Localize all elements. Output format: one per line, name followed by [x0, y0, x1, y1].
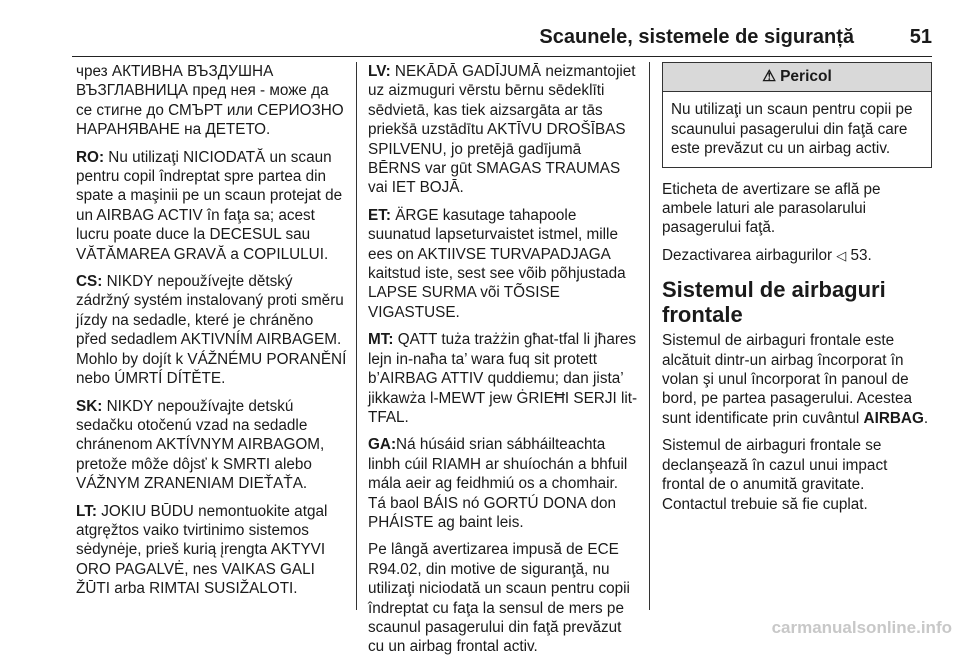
- lang-code-ro: RO:: [76, 148, 105, 166]
- page-number: 51: [909, 26, 932, 48]
- watermark: carmanualsonline.info: [771, 618, 952, 637]
- page-title: Scaunele, sistemele de siguranță: [539, 26, 854, 48]
- paragraph-label-location: Eticheta de avertizare se află pe ambele laturi ale parasolarului pasagerului faţă.: [662, 180, 881, 237]
- paragraph-ga: GA:Ná húsáid srian sábháilteachta linbh cúil RIAMH ar shuíochán a bhfuil mála aeir ag feidhmiú os a chomhair. Tá baol BÁIS nó GORTÚ DONA don PHÁISTE ag baint leis.: [368, 436, 628, 531]
- warning-title: Pericol: [780, 68, 832, 85]
- lang-code-sk: SK:: [76, 397, 103, 415]
- paragraph-et: ET: ÄRGE kasutage tahapoole suunatud lapseturvaistet istmel, mille ees on AKTIIVSE TURVAPADJAGA kaitstud iste, sest see võib põhjustada LAPSE SURMA või TÕSISE VIGASTUSE.: [368, 206, 626, 321]
- danger-warning-box: [662, 62, 932, 168]
- warning-triangle-icon: ⚠: [762, 68, 777, 85]
- column-2: [368, 62, 638, 665]
- paragraph-ece: Pe lângă avertizarea impusă de ECE R94.02, din motive de siguranţă, nu utilizaţi niciodată un scaun pentru copii îndreptat cu faţa la sensul de mers pe scaunul pasagerului din faţă prevăzut cu un airbag frontal activ.: [368, 541, 630, 656]
- column-3: [662, 62, 932, 522]
- column-divider-2: [649, 62, 650, 610]
- paragraph-deactivation-ref: Dezactivarea airbagurilor ◁ 53.: [662, 246, 872, 264]
- lang-code-ga: GA:: [368, 436, 397, 454]
- paragraph-lt: LT: JOKIU BŪDU nemontuokite atgal atgręžtos vaiko tvirtinimo sistemos sėdynėje, prieš kurią įrengta AKTYVI ORO PAGALVĖ, nes VAIKAS GALI ŽŪTI arba RIMTAI SUSIŽALOTI.: [76, 502, 328, 598]
- lang-code-et: ET:: [368, 206, 391, 224]
- paragraph-airbag-deployment: Sistemul de airbaguri frontale se declanşează în cazul unui impact frontal de o anumită gravitate. Contactul trebuie să fie cuplat.: [662, 437, 888, 513]
- lang-code-lt: LT:: [76, 502, 97, 520]
- warning-text: Nu utilizaţi un scaun pentru copii pe scaunului pasagerului din faţă care este prevăzut cu un airbag activ.: [671, 101, 913, 158]
- page-header: [0, 0, 960, 56]
- warning-header: [663, 63, 931, 92]
- paragraph-lv: LV: NEKĀDĀ GADĪJUMĀ neizmantojiet uz aizmuguri vērstu bērnu sēdeklīti sēdvietā, kas tiek aizsargāta ar tās priekšā uzstādītu AKTĪVU DROŠĪBAS SPILVENU, jo pretējā gadījumā BĒRNS var gūt SMAGAS TRAUMAS vai IET BOJĀ.: [368, 63, 636, 197]
- lang-code-mt: MT:: [368, 331, 394, 349]
- column-divider-1: [356, 62, 357, 610]
- column-1: [76, 62, 348, 607]
- page-reference[interactable]: 53.: [846, 246, 872, 264]
- paragraph-cs: CS: NIKDY nepoužívejte dětský zádržný systém instalovaný proti směru jízdy na sedadle, které je chráněno před sedadlem AKTIVNÍM AIRBAGEM. Mohlo by dojít k VÁŽNÉMU PORANĚNÍ nebo ÚMRTÍ DÍTĚTE.: [76, 273, 347, 388]
- lang-code-lv: LV:: [368, 63, 391, 80]
- paragraph-airbag-description: Sistemul de airbaguri frontale este alcătuit dintr-un airbag încorporat în volan şi unul încorporat în panoul de bord, pe partea pasagerului. Acestea sunt identificate prin cuvântul AIRBAG.: [662, 332, 929, 427]
- header-divider: [72, 56, 932, 57]
- airbag-label: AIRBAG: [863, 409, 924, 427]
- lang-code-cs: CS:: [76, 273, 103, 291]
- paragraph-sk: SK: NIKDY nepoužívajte detskú sedačku otočenú vzad na sedadle chránenom AKTÍVNYM AIRBAGOM, pretože môže dôjsť k SMRTI alebo VÁŽNYM ZRANENIAM DIEŤAŤA.: [76, 397, 325, 493]
- paragraph-bg: чрез АКТИВНА ВЪЗДУШНА ВЪЗГЛАВНИЦА пред нея - може да се стигне до СМЪРТ или СЕРИОЗНО НАРАНЯВАНЕ на ДЕТЕТО.: [76, 63, 344, 139]
- paragraph-ro: RO: Nu utilizaţi NICIODATĂ un scaun pentru copil îndreptat spre partea din spate a maşinii pe un scaun protejat de un AIRBAG ACTIV în faţa sa; acest lucru poate duce la DECESUL sau VĂTĂMAREA GRAVĂ a COPILULUI.: [76, 148, 343, 263]
- section-heading: Sistemul de airbaguri frontale: [662, 277, 886, 328]
- page-reference-icon: ◁: [836, 247, 847, 263]
- paragraph-mt: MT: QATT tuża trażżin għat-tfal li jħares lejn in-naħa ta’ wara fuq sit protett b’AIRBAG ATTIV quddiemu; dan jista’ jikkawża l-MEWT jew ĠRIEĦI SERJI lit-TFAL.: [368, 331, 638, 426]
